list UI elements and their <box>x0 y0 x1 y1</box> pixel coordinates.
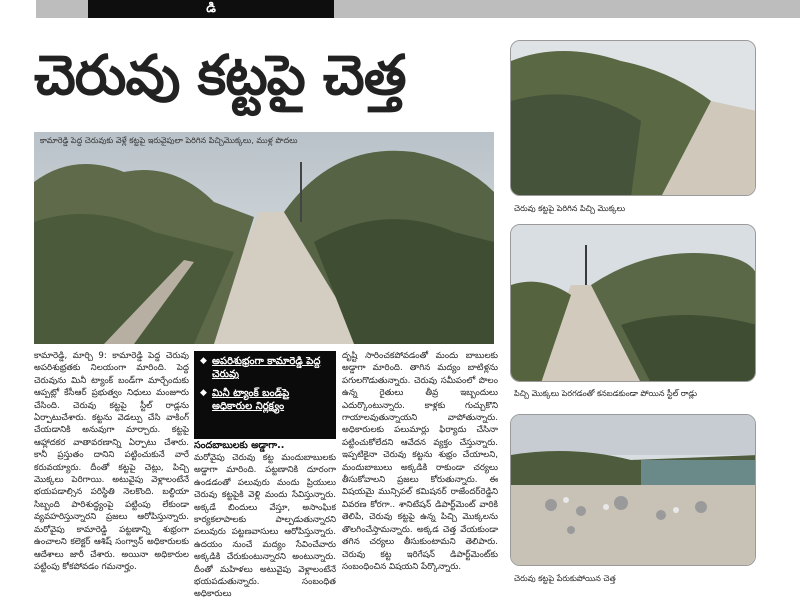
article-column-2: మరోవైపు చెరువు కట్ట మందుబాబులకు అడ్డాగా మారింది. పట్టణానికి దూరంగా ఉండడంతో పలువురు మందు ప్రియులు చెరువు కట్టపైకి వెళ్లి మందు సేవిస్తున్నారు. అక్కడే బిందులు వేస్తూ, అసాంఘిక కార్యకలాపాలకు పాల్పడుతున్నారని పలువురు పట్టణవాసులు ఆరోపిస్తున్నారు. ఉదయం నుంచే మద్యం సేవించేవారు అక్కడికి చేరుకుంటున్నారని అంటున్నారు. దీంతో మహిళలు అటువైపు వెళ్లాలంటేనే భయపడుతున్నారు. సంబంధిత అధికారులు <box>194 453 336 600</box>
masthead-logo: డి <box>88 0 334 18</box>
section-subheading: సందబాబులకు అడ్డాగా.. <box>194 440 285 451</box>
main-photo-caption: కామారెడ్డి పెద్ద చెరువుకు వెళ్లే కట్టపై ఇరువైపులా పెరిగిన పిచ్చిమొక్కలు, ముళ్ల పొదలు <box>40 136 298 145</box>
side-photo-3-caption: చెరువు కట్టపై పేరుకుపోయిన చెత్త <box>514 574 616 583</box>
article-column-1: కామారెడ్డి, మార్చి 9: కామారెడ్డి పెద్ద చెరువు అపరిశుభ్రతకు నిలయంగా మారింది. పెద్ద చెరువును మినీ ట్యాంక్ బండ్‌గా మార్చేందుకు ఆప్పట్లో కేసీఆర్ ప్రభుత్వం నిధులు మంజూరు చేసింది. చెరువు కట్టపై స్టీల్ రాడ్లను ఏర్పాటుచేశారు. కట్టను వెడల్పు చేసి వాకింగ్ చేయడానికి అనువుగా మార్చారు. కట్టపై ఆహ్లాదకర వాతావరణాన్ని ఏర్పాటు చేశారు. కానీ ప్రస్తుతం దానిని పట్టించుకునే వారే కరువయ్యారు. దీంతో కట్టపై చెట్లు, పిచ్చి మొక్కలు పెరిగాయి. అటువైపు వెళ్లాలంటేనే భయపడాల్సిన పరిస్థితి నెలకొంది. బల్దియా సిబ్బంది పారిశుద్ధ్యంపై పట్టింపు లేకుండా వ్యవహరిస్తున్నారని ప్రజలు ఆరోపిస్తున్నారు. మరోవైపు కామారెడ్డి పట్టణాన్ని శుభ్రంగా ఉంచాలని కలెక్టర్ ఆశిష్ సంగ్వాన్ అధికారులకు ఆదేశాలు జారీ చేశారు. అయినా అధికారుల పట్టింపు కోకపోవడం గమనార్హం. <box>34 351 189 572</box>
main-photo-image <box>34 132 494 344</box>
side-photo-3 <box>510 414 756 566</box>
side-photo-2 <box>510 224 756 382</box>
article-column-3: దృష్టి సారించకపోవడంతో మందు బాబులకు అడ్డాగా మారింది. తాగిన మద్యం బాటిళ్లను పగులగొడుతున్నారు. చెరువు సమీపంలో పొలం ఉన్న రైతులు తీవ్ర ఇబ్బందులు ఎదుర్కొంటున్నారు. కాళ్లకు గుచ్చుకొని గాయాలవుతున్నాయని వాపోతున్నారు. అధికారులకు పలుమార్లు ఫిర్యాదు చేసినా పట్టించుకోలేదని ఆవేదన వ్యక్తం చేస్తున్నారు. ఇప్పటికైనా చెరువు కట్టను శుభ్రం చేయాలని, మందుబాబులు అక్కడికి రాకుండా చర్యలు తీసుకోవాలని ప్రజలు కోరుతున్నారు. ఈ విషయమై మున్సిపల్ కమిషనర్ రాజేందర్‌రెడ్డిని వివరణ కోరగా.. శానిటేషన్ డిపార్ట్‌మెంట్ వారికి తెలిపి, చెరువు కట్టపై ఉన్న పిచ్చి మొక్కలను తొలగించేస్తామన్నారు. అక్కడ చెత్త వేయకుండా తగిన చర్యలు తీసుకుంటామని తెలిపారు. చెరువు కట్ట ఇరిగేషన్ డిపార్ట్‌మెంట్‌కు సంబంధించిన విషయని పేర్కొన్నారు. <box>342 351 498 572</box>
main-photo <box>34 132 494 344</box>
headline: చెరువు కట్టపై చెత్త <box>34 43 406 107</box>
side-photo-1-caption: చెరువు కట్టపై పెరిగిన పిచ్చి మొక్కలు <box>514 204 626 213</box>
highlight-item-2: ◆ మినీ ట్యాంక్ బండ్‌పై అధికారుల నిర్లక్ష్యం <box>200 387 330 413</box>
highlight-box <box>194 351 336 439</box>
side-photo-1-image <box>511 41 756 196</box>
side-photo-1 <box>510 40 756 196</box>
masthead-bar <box>0 0 800 22</box>
side-photo-2-image <box>511 225 756 382</box>
side-photo-2-caption: పిచ్చి మొక్కలు పెరగడంతో కనబడకుండా పోయిన స్టీల్ రాడ్లు <box>514 389 698 398</box>
highlight-item-1: ◆ అపరిశుభ్రంగా కామారెడ్డి పెద్ద చెరువు <box>200 355 330 381</box>
side-photo-3-image <box>511 415 756 566</box>
